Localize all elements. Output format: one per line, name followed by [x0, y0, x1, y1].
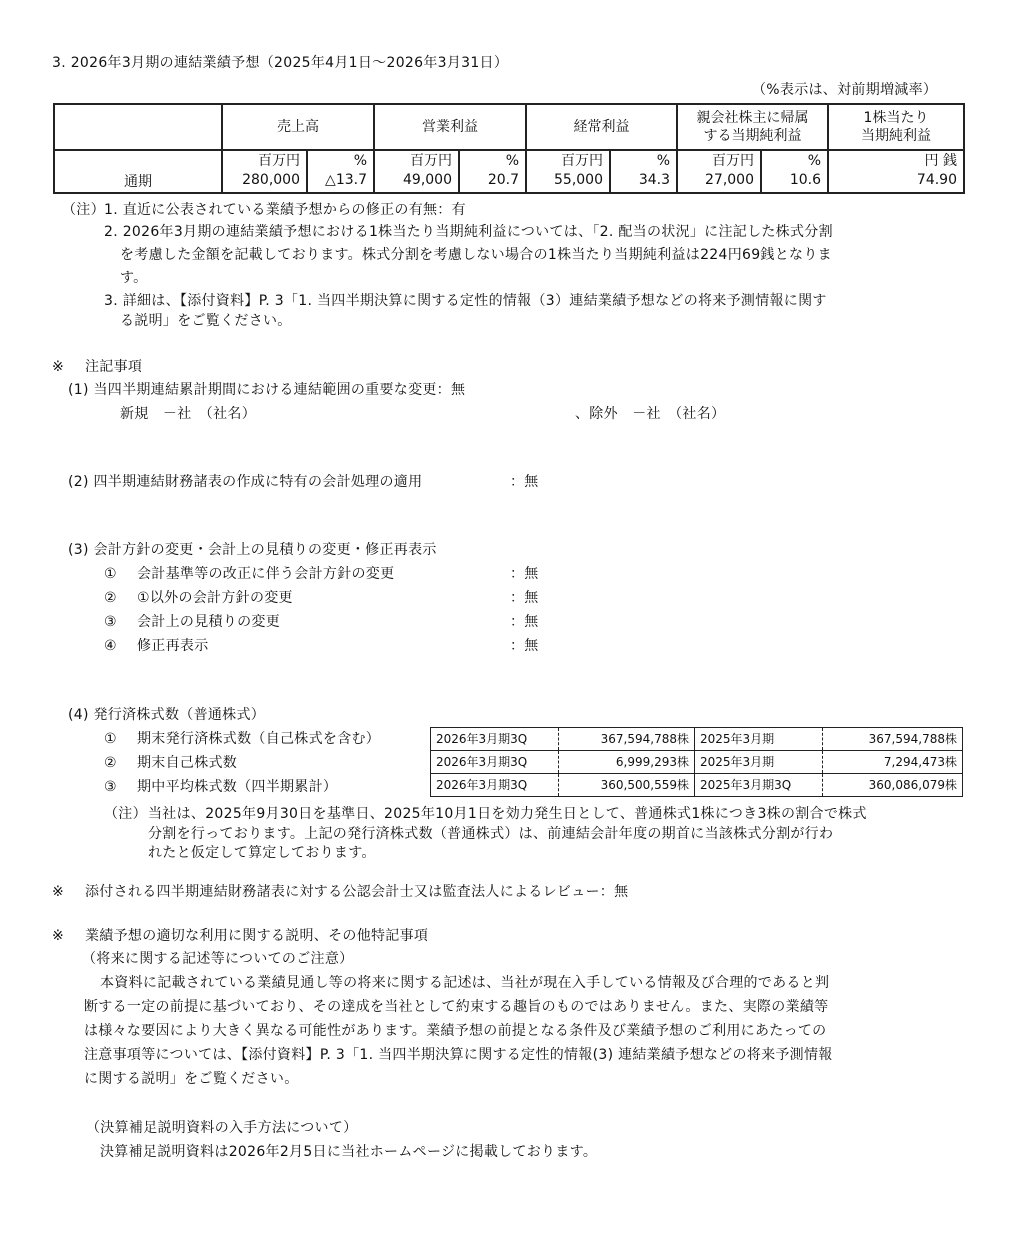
item4-row-label: 期末自己株式数 — [137, 755, 238, 771]
usage-supplementary-text: 決算補足説明資料は2026年2月5日に当社ホームページに掲載しております。 — [100, 1144, 598, 1160]
shares-period-current: 2026年3月期3Q — [431, 774, 559, 797]
item4-row-num: ② — [104, 755, 117, 771]
unit: 百万円 — [561, 153, 603, 169]
item4-row-label: 期末発行済株式数（自己株式を含む） — [137, 731, 381, 747]
item4-row-label: 期中平均株式数（四半期累計） — [137, 779, 338, 795]
unit: 百万円 — [258, 153, 300, 169]
value: 27,000 — [705, 172, 754, 188]
unit: % — [353, 153, 367, 169]
cell-ord-pct — [610, 150, 677, 193]
item3-row-value: ：無 — [510, 638, 539, 654]
item4-note-line1: 当社は、2025年9月30日を基準日、2025年10月1日を効力発生日として、普通株式1株につき3株の割合で株式 — [148, 806, 867, 822]
item4-row-num: ① — [104, 731, 117, 747]
header-net-income — [677, 104, 828, 150]
item3-row-label: 会計上の見積りの変更 — [137, 614, 280, 630]
note-2-line3: す。 — [120, 270, 148, 286]
annotation-mark: ※ — [52, 359, 65, 375]
header-sales: 売上高 — [222, 104, 374, 150]
cell-op-pct — [459, 150, 526, 193]
annotation-item1-excluded: 、除外 －社 （社名） — [575, 406, 726, 422]
annotation-item1: (1) 当四半期連結累計期間における連結範囲の重要な変更：無 — [68, 382, 466, 398]
item3-row-num: ② — [104, 590, 117, 606]
header-eps-l2: 当期純利益 — [861, 128, 931, 144]
unit: % — [505, 153, 519, 169]
shares-period-prior: 2025年3月期 — [695, 751, 823, 774]
usage-paragraph-line2: 断する一定の前提に基づいており、その達成を当社として約束する趣旨のものではありません。また、実際の業績等 — [84, 999, 829, 1015]
unit: % — [807, 153, 821, 169]
header-eps — [828, 104, 964, 150]
unit: % — [656, 153, 670, 169]
header-operating-income: 営業利益 — [374, 104, 526, 150]
unit: 円 銭 — [924, 153, 957, 169]
usage-paragraph-line5: に関する説明」をご覧ください。 — [84, 1071, 299, 1087]
item4-note-prefix: （注） — [104, 806, 147, 822]
item4-row-num: ③ — [104, 779, 117, 795]
shares-period-current: 2026年3月期3Q — [431, 728, 559, 751]
cell-sales-amount — [222, 150, 307, 193]
shares-value-current: 6,999,293株 — [559, 751, 695, 774]
value: 49,000 — [403, 172, 452, 188]
annotation-item2: (2) 四半期連結財務諸表の作成に特有の会計処理の適用 — [68, 474, 423, 490]
shares-value-prior: 7,294,473株 — [823, 751, 963, 774]
usage-subtitle-forward-looking: （将来に関する記述等についてのご注意） — [82, 951, 354, 967]
item4-note-line3: れたと仮定して算定しております。 — [148, 845, 376, 861]
note-prefix: （注） — [62, 202, 105, 218]
forecast-table — [53, 103, 965, 194]
usage-paragraph-line1: 本資料に記載されている業績見通し等の将来に関する記述は、当社が現在入手している情報及び合理的であると判 — [100, 975, 830, 991]
annotation-item1-new: 新規 －社 （社名） — [120, 406, 256, 422]
annotation-item2-value: ：無 — [510, 474, 539, 490]
shares-value-current: 360,500,559株 — [559, 774, 695, 797]
shares-period-prior: 2025年3月期3Q — [695, 774, 823, 797]
item3-row-num: ④ — [104, 638, 117, 654]
shares-value-prior: 367,594,788株 — [823, 728, 963, 751]
item3-row-num: ① — [104, 566, 117, 582]
note-2-line1: 2. 2026年3月期の連結業績予想における1株当たり当期純利益については、「2. 配当の状況」に注記した株式分割 — [104, 224, 833, 240]
value: 34.3 — [638, 172, 670, 188]
annotation-item4: (4) 発行済株式数（普通株式） — [68, 707, 266, 723]
usage-mark: ※ — [52, 928, 65, 944]
forecast-header-row — [54, 104, 964, 150]
annotation-item3: (3) 会計方針の変更・会計上の見積りの変更・修正再表示 — [68, 542, 437, 558]
cell-net-amount — [677, 150, 761, 193]
forecast-data-row — [54, 150, 964, 193]
header-ordinary-income: 経常利益 — [526, 104, 677, 150]
shares-row — [431, 774, 963, 797]
shares-period-prior: 2025年3月期 — [695, 728, 823, 751]
usage-subtitle-supplementary: （決算補足説明資料の入手方法について） — [86, 1120, 358, 1136]
item3-row-label: ①以外の会計方針の変更 — [137, 590, 293, 606]
review-text: 添付される四半期連結財務諸表に対する公認会計士又は監査法人によるレビュー：無 — [85, 884, 629, 900]
shares-value-prior: 360,086,079株 — [823, 774, 963, 797]
value: 280,000 — [242, 172, 300, 188]
header-eps-l1: 1株当たり — [863, 110, 929, 126]
review-mark: ※ — [52, 884, 65, 900]
value: △13.7 — [325, 172, 367, 188]
header-net-income-l2: する当期純利益 — [703, 128, 802, 144]
value: 20.7 — [487, 172, 519, 188]
unit: 百万円 — [410, 153, 452, 169]
usage-paragraph-line3: は様々な要因により大きく異なる可能性があります。業績予想の前提となる条件及び業績予想のご利用にあたっての — [84, 1023, 827, 1039]
note-1: 1. 直近に公表されている業績予想からの修正の有無：有 — [104, 202, 466, 218]
header-blank — [54, 104, 222, 150]
header-net-income-l1: 親会社株主に帰属 — [696, 110, 809, 126]
item3-row-value: ：無 — [510, 614, 539, 630]
shares-row — [431, 728, 963, 751]
item4-note-line2: 分割を行っております。上記の発行済株式数（普通株式）は、前連結会計年度の期首に当該株式分割が行わ — [148, 826, 834, 842]
item3-row-label: 会計基準等の改正に伴う会計方針の変更 — [137, 566, 395, 582]
annotation-title: 注記事項 — [85, 359, 143, 375]
item3-row-num: ③ — [104, 614, 117, 630]
usage-title: 業績予想の適切な利用に関する説明、その他特記事項 — [85, 928, 429, 944]
value: 74.90 — [916, 172, 957, 188]
note-3-line2: る説明」をご覧ください。 — [120, 313, 292, 329]
value: 55,000 — [554, 172, 603, 188]
cell-net-pct — [761, 150, 828, 193]
row-label-full-year: 通期 — [54, 150, 222, 193]
cell-sales-pct — [307, 150, 374, 193]
cell-op-amount — [374, 150, 459, 193]
note-2-line2: を考慮した金額を記載しております。株式分割を考慮しない場合の1株当たり当期純利益は224円69銭となりま — [120, 247, 832, 263]
section-title: 3. 2026年3月期の連結業績予想（2025年4月1日～2026年3月31日） — [52, 55, 509, 71]
note-3-line1: 3. 詳細は、【添付資料】P. 3「1. 当四半期決算に関する定性的情報（3）連結業績予想などの将来予測情報に関す — [104, 293, 827, 309]
cell-ord-amount — [526, 150, 610, 193]
unit: 百万円 — [712, 153, 754, 169]
shares-period-current: 2026年3月期3Q — [431, 751, 559, 774]
shares-table — [430, 727, 963, 797]
item3-row-value: ：無 — [510, 590, 539, 606]
percent-note: （%表示は、対前期増減率） — [752, 82, 938, 98]
cell-eps — [828, 150, 964, 193]
value: 10.6 — [789, 172, 821, 188]
usage-paragraph-line4: 注意事項等については、【添付資料】P. 3「1. 当四半期決算に関する定性的情報(3) 連結業績予想などの将来予測情報 — [84, 1047, 833, 1063]
item3-row-label: 修正再表示 — [137, 638, 209, 654]
shares-row — [431, 751, 963, 774]
shares-value-current: 367,594,788株 — [559, 728, 695, 751]
item3-row-value: ：無 — [510, 566, 539, 582]
